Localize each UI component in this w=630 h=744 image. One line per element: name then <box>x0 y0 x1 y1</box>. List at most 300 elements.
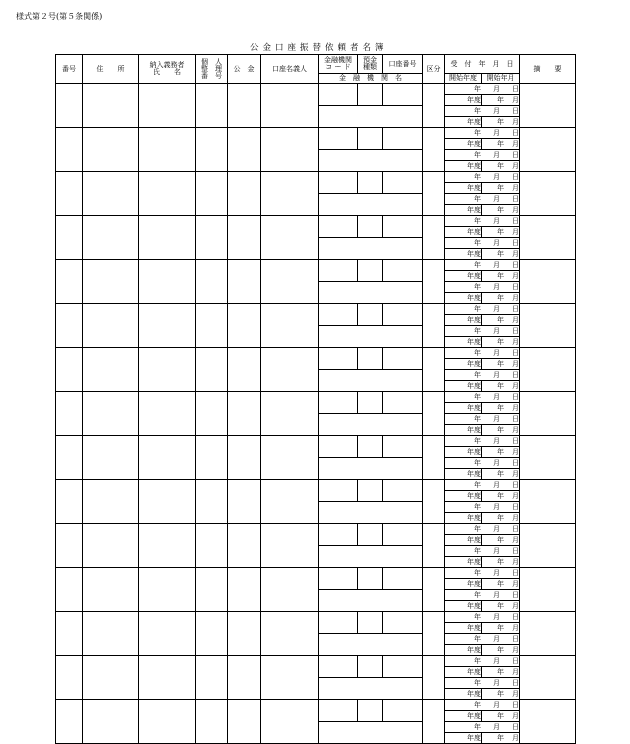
cell-public-fund[interactable] <box>228 480 261 524</box>
cell-taxpayer-name[interactable] <box>139 172 196 216</box>
cell-remarks[interactable] <box>520 128 576 172</box>
cell-fi-name[interactable] <box>319 238 423 260</box>
cell-account-holder[interactable] <box>261 172 319 216</box>
cell-public-fund[interactable] <box>228 304 261 348</box>
cell-personal-number[interactable] <box>196 612 228 656</box>
cell-account-holder[interactable] <box>261 656 319 700</box>
cell-category[interactable] <box>423 524 445 568</box>
cell-start-month[interactable] <box>482 667 520 678</box>
cell-start-year[interactable] <box>445 381 482 392</box>
cell-account-number[interactable] <box>383 700 423 722</box>
cell-deposit-type[interactable] <box>358 480 383 502</box>
cell-deposit-type[interactable] <box>358 304 383 326</box>
cell-address[interactable] <box>83 216 139 260</box>
date-year-label: 年 <box>497 689 504 698</box>
cell-remarks[interactable] <box>520 392 576 436</box>
cell-received-date[interactable] <box>445 238 520 249</box>
date-year-label: 年 <box>474 414 481 423</box>
cell-received-date[interactable] <box>445 436 520 447</box>
cell-start-year[interactable] <box>445 249 482 260</box>
date-month-label: 月 <box>493 128 500 137</box>
cell-fi-code[interactable] <box>319 524 358 546</box>
cell-account-holder[interactable] <box>261 348 319 392</box>
cell-deposit-type[interactable] <box>358 348 383 370</box>
cell-account-number[interactable] <box>383 172 423 194</box>
date-fiscal-year-label: 年度 <box>467 95 481 104</box>
cell-deposit-type[interactable] <box>358 392 383 414</box>
cell-number[interactable] <box>56 172 83 216</box>
cell-account-holder[interactable] <box>261 216 319 260</box>
header-fi-code-line1: 金融機関 <box>324 56 352 64</box>
cell-public-fund[interactable] <box>228 348 261 392</box>
cell-start-year[interactable] <box>445 513 482 524</box>
cell-start-year[interactable] <box>445 535 482 546</box>
cell-received-date[interactable] <box>445 282 520 293</box>
date-year-label: 年 <box>497 711 504 720</box>
cell-personal-number[interactable] <box>196 392 228 436</box>
cell-fi-code[interactable] <box>319 128 358 150</box>
cell-personal-number[interactable] <box>196 480 228 524</box>
cell-deposit-type[interactable] <box>358 84 383 106</box>
cell-start-year[interactable] <box>445 117 482 128</box>
cell-received-date[interactable] <box>445 678 520 689</box>
cell-fi-name[interactable] <box>319 194 423 216</box>
cell-received-date[interactable] <box>445 392 520 403</box>
cell-public-fund[interactable] <box>228 524 261 568</box>
cell-remarks[interactable] <box>520 348 576 392</box>
cell-taxpayer-name[interactable] <box>139 348 196 392</box>
cell-start-month[interactable] <box>482 579 520 590</box>
cell-start-year[interactable] <box>445 667 482 678</box>
date-month-label: 月 <box>512 491 519 500</box>
cell-deposit-type[interactable] <box>358 524 383 546</box>
date-year-label: 年 <box>497 271 504 280</box>
cell-number[interactable] <box>56 524 83 568</box>
header-account-number: 口座番号 <box>383 55 423 74</box>
cell-start-month[interactable] <box>482 645 520 656</box>
cell-public-fund[interactable] <box>228 656 261 700</box>
cell-address[interactable] <box>83 524 139 568</box>
cell-start-month[interactable] <box>482 359 520 370</box>
date-year-label: 年 <box>474 150 481 159</box>
cell-account-holder[interactable] <box>261 84 319 128</box>
cell-account-number[interactable] <box>383 84 423 106</box>
cell-number[interactable] <box>56 436 83 480</box>
cell-start-month[interactable] <box>482 139 520 150</box>
cell-remarks[interactable] <box>520 568 576 612</box>
cell-received-date[interactable] <box>445 590 520 601</box>
cell-address[interactable] <box>83 656 139 700</box>
cell-fi-code[interactable] <box>319 568 358 590</box>
cell-public-fund[interactable] <box>228 700 261 744</box>
cell-taxpayer-name[interactable] <box>139 436 196 480</box>
cell-start-year[interactable] <box>445 447 482 458</box>
cell-start-month[interactable] <box>482 535 520 546</box>
cell-category[interactable] <box>423 216 445 260</box>
cell-start-month[interactable] <box>482 315 520 326</box>
cell-fi-name[interactable] <box>319 150 423 172</box>
cell-address[interactable] <box>83 84 139 128</box>
cell-personal-number[interactable] <box>196 304 228 348</box>
cell-deposit-type[interactable] <box>358 700 383 722</box>
cell-remarks[interactable] <box>520 700 576 744</box>
cell-start-month[interactable] <box>482 117 520 128</box>
cell-start-month[interactable] <box>482 271 520 282</box>
cell-taxpayer-name[interactable] <box>139 84 196 128</box>
cell-fi-code[interactable] <box>319 480 358 502</box>
cell-start-month[interactable] <box>482 337 520 348</box>
cell-start-month[interactable] <box>482 557 520 568</box>
cell-start-month[interactable] <box>482 425 520 436</box>
record-row <box>56 612 576 623</box>
cell-public-fund[interactable] <box>228 260 261 304</box>
cell-received-date[interactable] <box>445 260 520 271</box>
cell-number[interactable] <box>56 128 83 172</box>
cell-start-year[interactable] <box>445 315 482 326</box>
cell-fi-code[interactable] <box>319 304 358 326</box>
cell-address[interactable] <box>83 612 139 656</box>
cell-received-date[interactable] <box>445 480 520 491</box>
register-table <box>55 54 576 744</box>
cell-received-date[interactable] <box>445 656 520 667</box>
cell-public-fund[interactable] <box>228 172 261 216</box>
cell-taxpayer-name[interactable] <box>139 260 196 304</box>
cell-received-date[interactable] <box>445 304 520 315</box>
cell-address[interactable] <box>83 480 139 524</box>
cell-fi-name[interactable] <box>319 678 423 700</box>
cell-start-year[interactable] <box>445 689 482 700</box>
cell-start-month[interactable] <box>482 381 520 392</box>
cell-received-date[interactable] <box>445 216 520 227</box>
date-day-label: 日 <box>512 326 519 335</box>
cell-received-date[interactable] <box>445 348 520 359</box>
cell-start-year[interactable] <box>445 425 482 436</box>
cell-fi-code[interactable] <box>319 216 358 238</box>
cell-deposit-type[interactable] <box>358 656 383 678</box>
cell-taxpayer-name[interactable] <box>139 612 196 656</box>
cell-account-holder[interactable] <box>261 612 319 656</box>
date-day-label: 日 <box>512 238 519 247</box>
cell-address[interactable] <box>83 568 139 612</box>
date-month-label: 月 <box>512 95 519 104</box>
cell-remarks[interactable] <box>520 304 576 348</box>
date-fiscal-year-label: 年度 <box>467 381 481 390</box>
cell-start-month[interactable] <box>482 623 520 634</box>
cell-account-number[interactable] <box>383 216 423 238</box>
cell-public-fund[interactable] <box>228 568 261 612</box>
cell-start-month[interactable] <box>482 205 520 216</box>
cell-taxpayer-name[interactable] <box>139 392 196 436</box>
cell-start-month[interactable] <box>482 403 520 414</box>
cell-fi-name[interactable] <box>319 106 423 128</box>
cell-taxpayer-name[interactable] <box>139 128 196 172</box>
cell-address[interactable] <box>83 172 139 216</box>
cell-account-holder[interactable] <box>261 480 319 524</box>
cell-remarks[interactable] <box>520 480 576 524</box>
cell-deposit-type[interactable] <box>358 216 383 238</box>
cell-received-date[interactable] <box>445 458 520 469</box>
cell-remarks[interactable] <box>520 656 576 700</box>
cell-start-year[interactable] <box>445 711 482 722</box>
cell-number[interactable] <box>56 392 83 436</box>
cell-category[interactable] <box>423 700 445 744</box>
cell-personal-number[interactable] <box>196 216 228 260</box>
cell-start-month[interactable] <box>482 293 520 304</box>
date-day-label: 日 <box>512 458 519 467</box>
cell-account-number[interactable] <box>383 568 423 590</box>
cell-personal-number[interactable] <box>196 128 228 172</box>
cell-number[interactable] <box>56 480 83 524</box>
cell-start-month[interactable] <box>482 227 520 238</box>
date-day-label: 日 <box>512 678 519 687</box>
cell-start-month[interactable] <box>482 183 520 194</box>
cell-category[interactable] <box>423 348 445 392</box>
cell-category[interactable] <box>423 84 445 128</box>
cell-category[interactable] <box>423 128 445 172</box>
cell-personal-number[interactable] <box>196 260 228 304</box>
cell-fi-name[interactable] <box>319 282 423 304</box>
cell-received-date[interactable] <box>445 150 520 161</box>
date-fiscal-year-label: 年度 <box>467 513 481 522</box>
cell-personal-number[interactable] <box>196 524 228 568</box>
cell-personal-number[interactable] <box>196 568 228 612</box>
cell-category[interactable] <box>423 568 445 612</box>
cell-fi-code[interactable] <box>319 84 358 106</box>
cell-category[interactable] <box>423 304 445 348</box>
cell-account-number[interactable] <box>383 612 423 634</box>
cell-address[interactable] <box>83 700 139 744</box>
cell-remarks[interactable] <box>520 172 576 216</box>
date-year-label: 年 <box>474 634 481 643</box>
cell-public-fund[interactable] <box>228 216 261 260</box>
cell-taxpayer-name[interactable] <box>139 568 196 612</box>
cell-start-month[interactable] <box>482 491 520 502</box>
cell-fi-name[interactable] <box>319 502 423 524</box>
date-year-label: 年 <box>474 678 481 687</box>
cell-start-year[interactable] <box>445 139 482 150</box>
cell-start-month[interactable] <box>482 711 520 722</box>
cell-account-number[interactable] <box>383 524 423 546</box>
cell-account-number[interactable] <box>383 392 423 414</box>
cell-received-date[interactable] <box>445 612 520 623</box>
cell-number[interactable] <box>56 568 83 612</box>
cell-account-holder[interactable] <box>261 524 319 568</box>
cell-personal-number[interactable] <box>196 348 228 392</box>
cell-fi-name[interactable] <box>319 414 423 436</box>
cell-personal-number[interactable] <box>196 656 228 700</box>
cell-taxpayer-name[interactable] <box>139 656 196 700</box>
cell-account-holder[interactable] <box>261 568 319 612</box>
cell-account-number[interactable] <box>383 348 423 370</box>
cell-fi-name[interactable] <box>319 634 423 656</box>
cell-address[interactable] <box>83 348 139 392</box>
cell-category[interactable] <box>423 480 445 524</box>
date-year-label: 年 <box>474 260 481 269</box>
header-personal-line2: 整 理 <box>201 64 222 73</box>
cell-address[interactable] <box>83 436 139 480</box>
cell-start-year[interactable] <box>445 161 482 172</box>
date-fiscal-year-label: 年度 <box>467 535 481 544</box>
header-taxpayer-line2: 氏 名 <box>153 68 181 76</box>
cell-number[interactable] <box>56 216 83 260</box>
cell-start-month[interactable] <box>482 513 520 524</box>
cell-fi-name[interactable] <box>319 590 423 612</box>
cell-fi-code[interactable] <box>319 612 358 634</box>
cell-account-holder[interactable] <box>261 700 319 744</box>
cell-start-year[interactable] <box>445 205 482 216</box>
cell-personal-number[interactable] <box>196 700 228 744</box>
cell-received-date[interactable] <box>445 194 520 205</box>
cell-number[interactable] <box>56 84 83 128</box>
cell-category[interactable] <box>423 436 445 480</box>
cell-address[interactable] <box>83 304 139 348</box>
record-row <box>56 524 576 535</box>
cell-personal-number[interactable] <box>196 172 228 216</box>
date-month-label: 月 <box>512 227 519 236</box>
cell-fi-code[interactable] <box>319 700 358 722</box>
cell-address[interactable] <box>83 260 139 304</box>
cell-number[interactable] <box>56 656 83 700</box>
cell-number[interactable] <box>56 348 83 392</box>
cell-public-fund[interactable] <box>228 84 261 128</box>
cell-deposit-type[interactable] <box>358 128 383 150</box>
cell-account-number[interactable] <box>383 656 423 678</box>
cell-received-date[interactable] <box>445 700 520 711</box>
cell-received-date[interactable] <box>445 370 520 381</box>
cell-start-year[interactable] <box>445 645 482 656</box>
cell-taxpayer-name[interactable] <box>139 216 196 260</box>
cell-start-year[interactable] <box>445 733 482 744</box>
cell-received-date[interactable] <box>445 172 520 183</box>
cell-remarks[interactable] <box>520 216 576 260</box>
cell-taxpayer-name[interactable] <box>139 700 196 744</box>
cell-account-holder[interactable] <box>261 392 319 436</box>
cell-start-year[interactable] <box>445 491 482 502</box>
cell-public-fund[interactable] <box>228 392 261 436</box>
cell-number[interactable] <box>56 260 83 304</box>
cell-address[interactable] <box>83 128 139 172</box>
cell-start-year[interactable] <box>445 183 482 194</box>
cell-number[interactable] <box>56 304 83 348</box>
cell-taxpayer-name[interactable] <box>139 480 196 524</box>
cell-start-year[interactable] <box>445 293 482 304</box>
cell-start-month[interactable] <box>482 689 520 700</box>
cell-start-year[interactable] <box>445 271 482 282</box>
cell-start-year[interactable] <box>445 337 482 348</box>
cell-account-holder[interactable] <box>261 260 319 304</box>
cell-start-month[interactable] <box>482 249 520 260</box>
cell-received-date[interactable] <box>445 326 520 337</box>
cell-received-date[interactable] <box>445 414 520 425</box>
cell-personal-number[interactable] <box>196 436 228 480</box>
cell-remarks[interactable] <box>520 260 576 304</box>
cell-account-number[interactable] <box>383 304 423 326</box>
date-day-label: 日 <box>512 546 519 555</box>
cell-start-month[interactable] <box>482 447 520 458</box>
cell-remarks[interactable] <box>520 612 576 656</box>
cell-start-year[interactable] <box>445 95 482 106</box>
cell-received-date[interactable] <box>445 106 520 117</box>
cell-received-date[interactable] <box>445 546 520 557</box>
cell-deposit-type[interactable] <box>358 568 383 590</box>
cell-start-month[interactable] <box>482 95 520 106</box>
cell-start-month[interactable] <box>482 601 520 612</box>
date-year-label: 年 <box>474 458 481 467</box>
cell-account-number[interactable] <box>383 260 423 282</box>
cell-number[interactable] <box>56 612 83 656</box>
cell-start-month[interactable] <box>482 161 520 172</box>
cell-taxpayer-name[interactable] <box>139 304 196 348</box>
cell-fi-name[interactable] <box>319 370 423 392</box>
cell-fi-code[interactable] <box>319 172 358 194</box>
cell-received-date[interactable] <box>445 128 520 139</box>
cell-fi-code[interactable] <box>319 392 358 414</box>
cell-category[interactable] <box>423 172 445 216</box>
cell-remarks[interactable] <box>520 436 576 480</box>
cell-category[interactable] <box>423 260 445 304</box>
cell-remarks[interactable] <box>520 524 576 568</box>
cell-taxpayer-name[interactable] <box>139 524 196 568</box>
cell-fi-name[interactable] <box>319 326 423 348</box>
cell-fi-code[interactable] <box>319 656 358 678</box>
cell-fi-name[interactable] <box>319 546 423 568</box>
cell-number[interactable] <box>56 700 83 744</box>
cell-start-year[interactable] <box>445 227 482 238</box>
cell-deposit-type[interactable] <box>358 260 383 282</box>
cell-received-date[interactable] <box>445 722 520 733</box>
cell-received-date[interactable] <box>445 524 520 535</box>
cell-fi-code[interactable] <box>319 348 358 370</box>
cell-start-month[interactable] <box>482 469 520 480</box>
cell-public-fund[interactable] <box>228 436 261 480</box>
cell-start-year[interactable] <box>445 579 482 590</box>
cell-received-date[interactable] <box>445 568 520 579</box>
date-year-label: 年 <box>497 359 504 368</box>
cell-account-number[interactable] <box>383 128 423 150</box>
cell-received-date[interactable] <box>445 84 520 95</box>
cell-account-holder[interactable] <box>261 304 319 348</box>
cell-start-year[interactable] <box>445 359 482 370</box>
cell-public-fund[interactable] <box>228 128 261 172</box>
cell-fi-code[interactable] <box>319 260 358 282</box>
cell-start-year[interactable] <box>445 623 482 634</box>
cell-start-month[interactable] <box>482 733 520 744</box>
cell-fi-name[interactable] <box>319 458 423 480</box>
cell-address[interactable] <box>83 392 139 436</box>
cell-start-year[interactable] <box>445 469 482 480</box>
cell-account-holder[interactable] <box>261 128 319 172</box>
date-day-label: 日 <box>512 414 519 423</box>
cell-category[interactable] <box>423 392 445 436</box>
cell-start-year[interactable] <box>445 403 482 414</box>
cell-deposit-type[interactable] <box>358 172 383 194</box>
record-row <box>56 304 576 315</box>
cell-start-year[interactable] <box>445 601 482 612</box>
cell-received-date[interactable] <box>445 502 520 513</box>
cell-account-holder[interactable] <box>261 436 319 480</box>
cell-personal-number[interactable] <box>196 84 228 128</box>
cell-public-fund[interactable] <box>228 612 261 656</box>
cell-fi-name[interactable] <box>319 722 423 744</box>
cell-start-year[interactable] <box>445 557 482 568</box>
cell-account-number[interactable] <box>383 480 423 502</box>
date-month-label: 月 <box>512 271 519 280</box>
cell-received-date[interactable] <box>445 634 520 645</box>
cell-category[interactable] <box>423 656 445 700</box>
cell-remarks[interactable] <box>520 84 576 128</box>
cell-deposit-type[interactable] <box>358 612 383 634</box>
cell-category[interactable] <box>423 612 445 656</box>
